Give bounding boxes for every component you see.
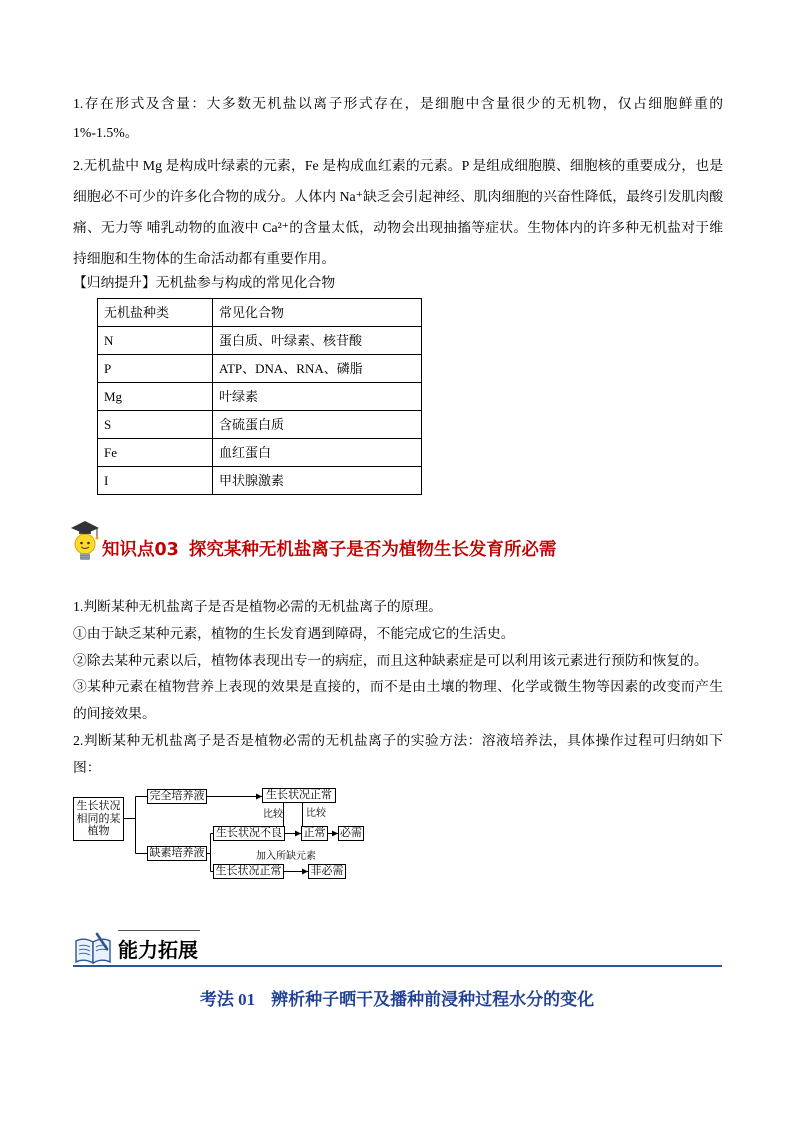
table-cell: 甲状腺激素 <box>213 467 422 495</box>
add-element-label: 加入所缺元素 <box>256 851 316 862</box>
table-cell: 含硫蛋白质 <box>213 411 422 439</box>
table-cell: ATP、DNA、RNA、磷脂 <box>213 355 422 383</box>
text-line: 图： <box>73 759 101 775</box>
knowledge-point-title: 探究某种无机盐离子是否为植物生长发育所必需 <box>188 540 557 560</box>
flow-start-line: 相同的某 <box>76 812 121 825</box>
text-line: 2.无机盐中 Mg 是构成叶绿素的元素，Fe 是构成血红素的元素。P 是组成细胞膜、细胞核的重要成分，也是 <box>73 158 723 173</box>
compare-label: 比较 <box>263 809 283 820</box>
divider <box>118 930 200 931</box>
text-line: 的间接效果。 <box>73 706 156 722</box>
recovered-box: 正常 <box>301 826 328 841</box>
lightbulb-graduation-cap-icon <box>68 517 102 563</box>
text-line: 痛、无力等 哺乳动物的血液中 Ca²⁺的含量太低，动物会出现抽搐等症状。生物体内的许多种无机盐对于维 <box>73 220 723 235</box>
method-label: 考法 01 <box>199 990 256 1009</box>
table-header-cell: 无机盐种类 <box>98 299 213 327</box>
mineral-function-paragraph <box>73 150 723 274</box>
table-cell: I <box>98 467 213 495</box>
method-title: 辨析种子晒干及播种前浸种过程水分的变化 <box>271 990 595 1009</box>
table-cell: 叶绿素 <box>213 383 422 411</box>
table-cell: Mg <box>98 383 213 411</box>
summary-title: 【归纳提升】无机盐参与构成的常见化合物 <box>73 275 336 290</box>
flow-start-line: 植物 <box>87 825 110 837</box>
knowledge-point-heading <box>102 538 556 562</box>
text-line: 1.判断某种无机盐离子是否是植物必需的无机盐离子的原理。 <box>73 599 443 614</box>
book-pencil-icon <box>73 932 113 965</box>
table-cell: Fe <box>98 439 213 467</box>
table-row <box>98 439 422 467</box>
complete-solution-box: 完全培养液 <box>147 789 207 804</box>
text-line: 1%-1.5%。 <box>73 125 139 140</box>
text-line: 1.存在形式及含量：大多数无机盐以离子形式存在，是细胞中含量很少的无机物，仅占细胞鲜重的 <box>73 96 723 111</box>
table-cell: 蛋白质、叶绿素、核苷酸 <box>213 327 422 355</box>
method-heading <box>0 988 794 1012</box>
section-rule <box>73 965 722 967</box>
table-cell: P <box>98 355 213 383</box>
text-line: ②除去某种元素以后，植物体表现出专一的病症，而且这种缺素症是可以利用该元素进行预防和恢复的。 <box>73 652 708 668</box>
deficient-solution-box: 缺素培养液 <box>147 846 207 861</box>
table-row <box>98 411 422 439</box>
table-cell: S <box>98 411 213 439</box>
knowledge-point-label: 知识点03 <box>102 540 179 560</box>
table-header-cell: 常见化合物 <box>213 299 422 327</box>
table-cell: N <box>98 327 213 355</box>
control-normal-box: 生长状况正常 <box>262 788 336 803</box>
normal-growth-box: 生长状况正常 <box>213 864 284 879</box>
text-line: ①由于缺乏某种元素，植物的生长发育遇到障碍，不能完成它的生活史。 <box>73 625 515 641</box>
table-row <box>98 327 422 355</box>
text-line: ③某种元素在植物营养上表现的效果是直接的，而不是由土壤的物理、化学或微生物等因素的改变而产生 <box>73 679 723 695</box>
text-line: 持细胞和生物体的生命活动都有重要作用。 <box>73 251 336 266</box>
table-row <box>98 383 422 411</box>
mineral-compound-table <box>97 298 422 495</box>
principle-paragraph <box>73 594 723 782</box>
table-header-row <box>98 299 422 327</box>
essential-box: 必需 <box>340 827 362 839</box>
poor-growth-box: 生长状况不良 <box>213 826 285 841</box>
flow-start-box <box>73 797 124 841</box>
table-row <box>98 355 422 383</box>
table-cell: 血红蛋白 <box>213 439 422 467</box>
non-essential-box: 非必需 <box>308 864 346 879</box>
text-line: 2.判断某种无机盐离子是否是植物必需的无机盐离子的实验方法：溶液培养法，具体操作过程可归纳如下 <box>73 732 723 748</box>
summary-heading <box>73 271 723 295</box>
solution-culture-flowchart <box>73 785 368 885</box>
flow-start-line: 生长状况 <box>76 800 121 812</box>
existence-form-paragraph <box>73 89 723 147</box>
table-row <box>98 467 422 495</box>
text-line: 细胞必不可少的许多化合物的成分。人体内 Na⁺缺乏会引起神经、肌肉细胞的兴奋性降低，最终引发肌肉酸 <box>73 189 723 204</box>
ability-section-title: 能力拓展 <box>118 938 198 962</box>
compare-label: 比较 <box>306 808 326 819</box>
